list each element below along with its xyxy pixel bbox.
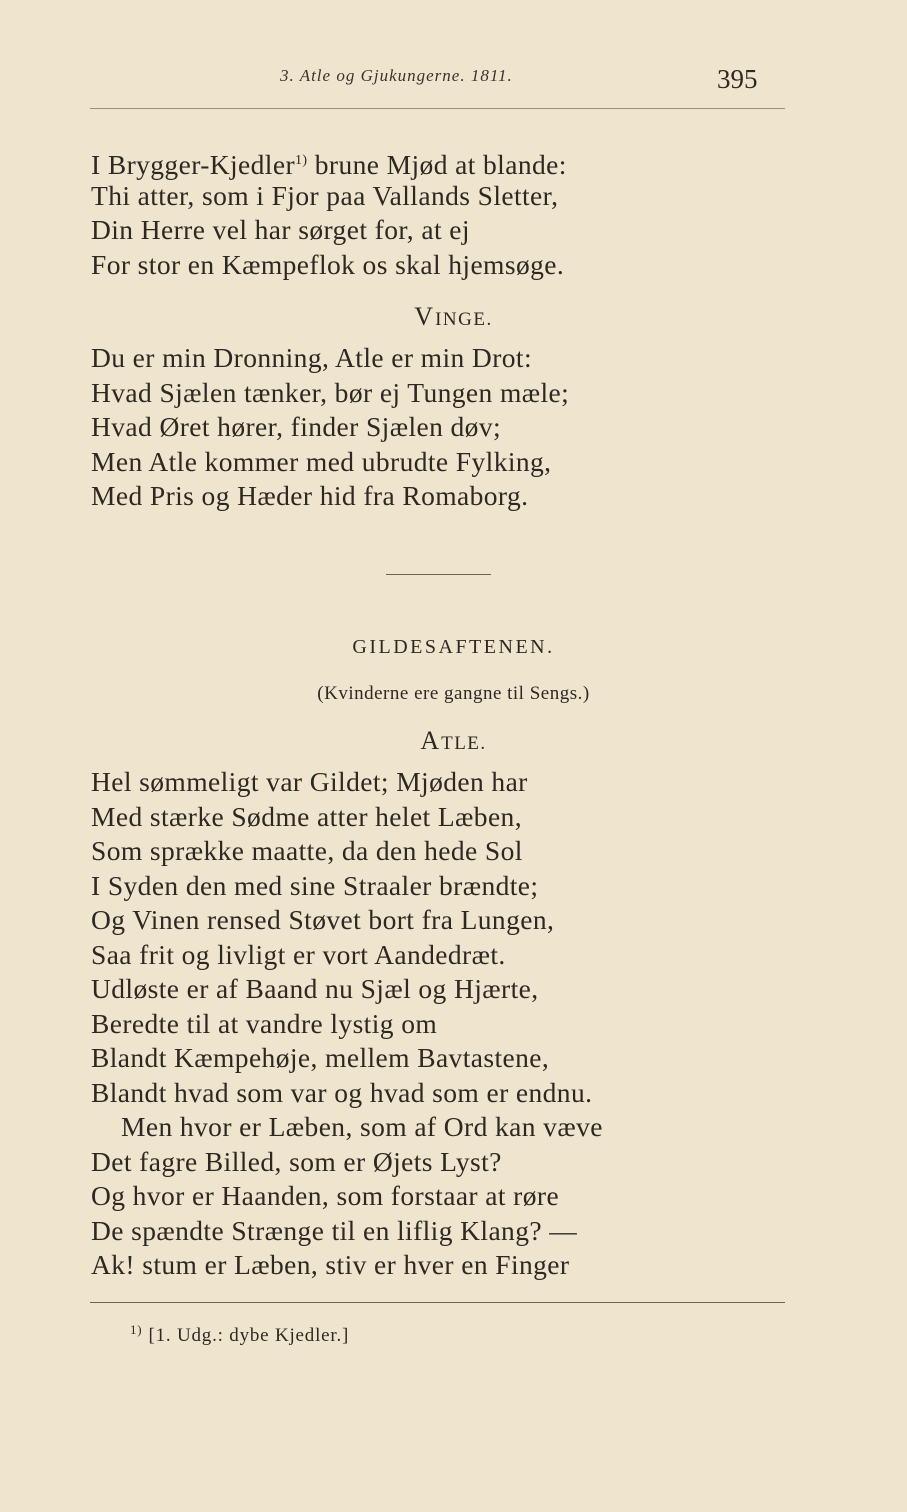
verse-line: Men Atle kommer med ubrudte Fylking,: [91, 445, 552, 477]
header-rule: [90, 108, 785, 109]
speaker-heading-vinge: VINGE.: [414, 302, 493, 331]
speaker-heading-atle: ATLE.: [420, 726, 487, 755]
verse-line: Som sprække maatte, da den hede Sol: [91, 835, 523, 866]
verse-line: Thi atter, som i Fjor paa Vallands Sletter,: [91, 179, 559, 211]
section-divider: [386, 574, 491, 575]
verse-block-opening: [91, 144, 567, 282]
footnote: [130, 1322, 349, 1347]
verse-line: Beredte til at vandre lystig om: [91, 1007, 438, 1039]
verse-line: For stor en Kæmpeflok os skal hjemsøge.: [91, 248, 565, 280]
verse-line: Du er min Dronning, Atle er min Drot:: [91, 342, 532, 373]
verse-line: I Brygger-Kjedler$^{1)}$ brune Mjød at blande:: [91, 149, 567, 180]
verse-block-vinge: [91, 341, 569, 514]
verse-line: Hvad Sjælen tænker, bør ej Tungen mæle;: [91, 376, 570, 408]
verse-line: Blandt hvad som var og hvad som er endnu.: [91, 1076, 593, 1108]
page-number: 395: [717, 64, 758, 94]
verse-line: Men hvor er Læben, som af Ord kan væve: [121, 1111, 603, 1142]
running-title: 3. Atle og Gjukungerne. 1811.: [280, 66, 513, 85]
verse-line: Hvad Øret hører, finder Sjælen døv;: [91, 411, 502, 442]
verse-line: Ak! stum er Læben, stiv er hver en Finger: [91, 1249, 570, 1280]
verse-line: Med stærke Sødme atter helet Læben,: [91, 800, 522, 832]
verse-line: I Syden den med sine Straaler brændte;: [91, 869, 539, 901]
section-title: GILDESAFTENEN.: [352, 636, 555, 658]
stage-direction: (Kvinderne ere gangne til Sengs.): [317, 683, 590, 704]
verse-block-atle: [91, 765, 603, 1283]
verse-line: Udløste er af Baand nu Sjæl og Hjærte,: [91, 973, 539, 1004]
verse-line: Saa frit og livligt er vort Aandedræt.: [91, 938, 506, 970]
verse-line: Og hvor er Haanden, som forstaar at røre: [91, 1180, 560, 1211]
verse-line: Din Herre vel har sørget for, at ej: [91, 214, 470, 245]
verse-line: De spændte Strænge til en liflig Klang? —: [91, 1214, 578, 1246]
footnote-reference: 1): [295, 153, 308, 168]
footnote-text: [1. Udg.: dybe Kjedler.]: [148, 1325, 350, 1346]
footnote-rule: [90, 1302, 785, 1303]
verse-line: Blandt Kæmpehøje, mellem Bavtastene,: [91, 1042, 550, 1073]
verse-line: Med Pris og Hæder hid fra Romaborg.: [91, 480, 529, 511]
footnote-mark: 1): [130, 1322, 143, 1337]
verse-line: Og Vinen rensed Støvet bort fra Lungen,: [91, 904, 555, 935]
verse-line: Hel sømmeligt var Gildet; Mjøden har: [91, 766, 528, 797]
verse-line: Det fagre Billed, som er Øjets Lyst?: [91, 1145, 502, 1177]
